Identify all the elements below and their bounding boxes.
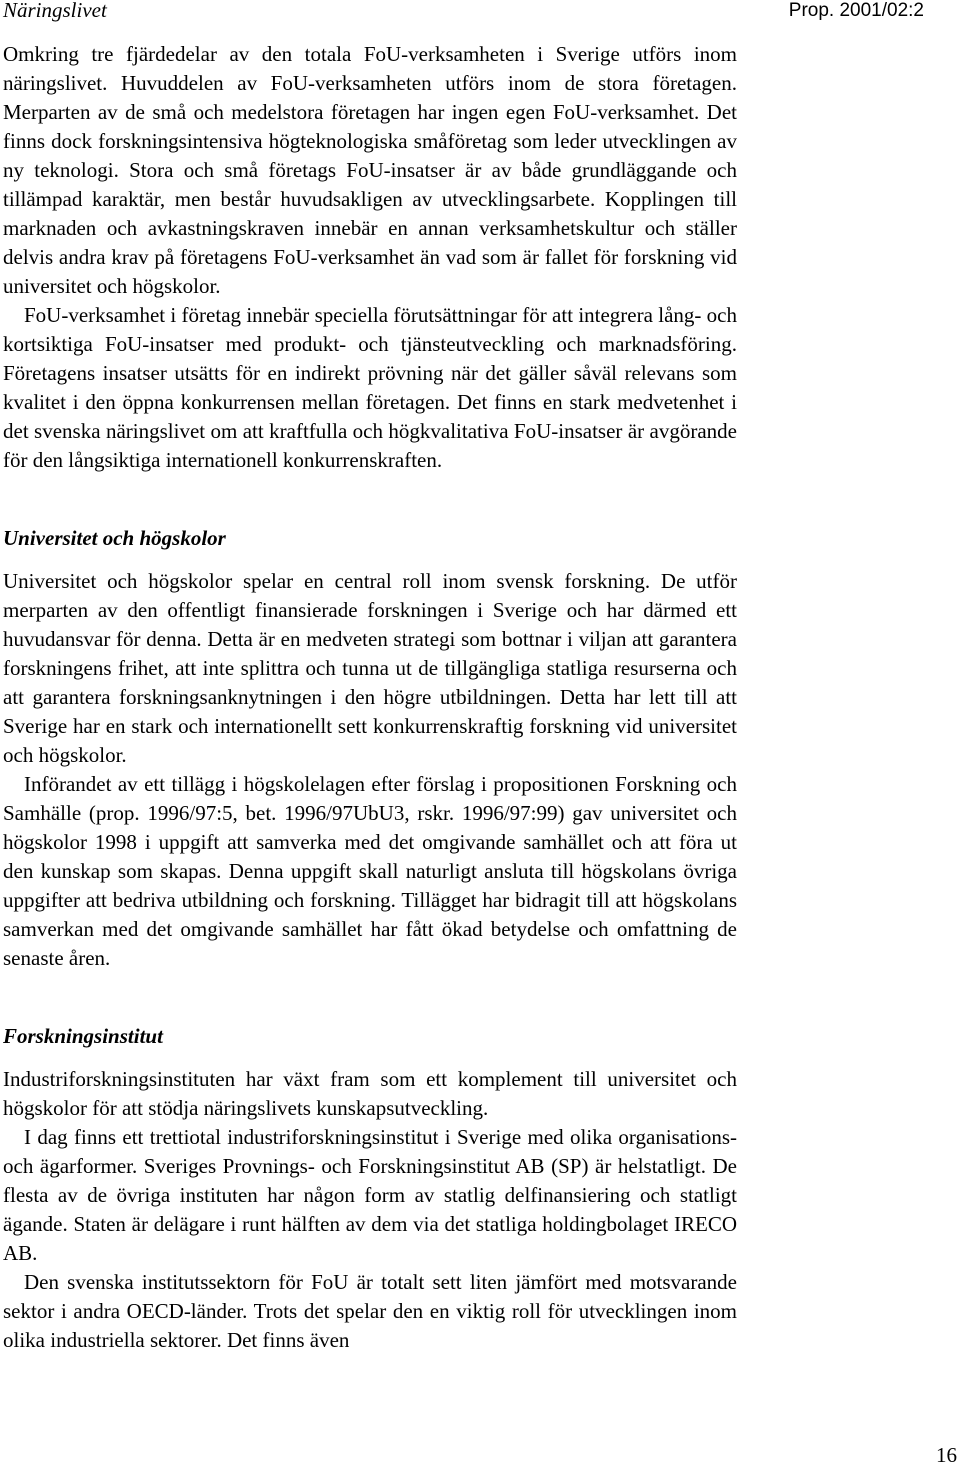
- section-gap: [3, 475, 737, 524]
- page-number: 16: [936, 1443, 957, 1467]
- paragraph: FoU-verksamhet i företag innebär speciella förutsättningar för att integrera lång- och kortsiktiga FoU-insatser med produkt- och tjänsteutveckling och marknadsföring. Företagens insatser utsätts för en indirekt prövning när det gäller såväl relevans som kvalitet i den öppna konkurrensen mellan företagen. Det finns en stark medvetenhet i det svenska näringslivet om att kraftfulla och högkvalitativa FoU-insatser är avgörande för den långsiktiga internationell konkurrenskraften.: [3, 303, 737, 472]
- running-head: Näringslivet: [3, 0, 107, 22]
- paragraph: I dag finns ett trettiotal industriforskningsinstitut i Sverige med olika organisations- och ägarformer. Sveriges Provnings- och Forskningsinstitut AB (SP) är helstatligt. De flesta av de övriga instituten har någon form av statlig delfinansiering och statligt ägande. Staten är delägare i runt hälften av dem via det statliga holdingbolaget IRECO AB.: [3, 1125, 737, 1265]
- heading-gap: [3, 1051, 737, 1065]
- section-heading: Forskningsinstitut: [3, 1024, 163, 1048]
- section-heading: Universitet och högskolor: [3, 526, 226, 550]
- paragraph: Industriforskningsinstituten har växt fram som ett komplement till universitet och högskolor för att stödja näringslivets kunskapsutveckling.: [3, 1067, 737, 1120]
- paragraph: Universitet och högskolor spelar en central roll inom svensk forskning. De utför merparten av den offentligt finansierade forskningen i Sverige och har därmed ett huvudansvar för denna. Detta är en medveten strategi som bottnar i viljan att garantera forskningens frihet, att inte splittra och tunna ut de tillgängliga statliga resurserna och att garantera forskningsanknytningen i den högre utbildningen. Detta har lett till att Sverige har en stark och internationellt sett konkurrenskraftig forskning vid universitet och högskolor.: [3, 569, 737, 767]
- paragraph: Den svenska institutssektorn för FoU är totalt sett liten jämfört med motsvarande sektor i andra OECD-länder. Trots det spelar den en viktig roll för utvecklingen inom olika industriella sektorer. Det finns även: [3, 1270, 737, 1352]
- paragraph: Omkring tre fjärdedelar av den totala FoU-verksamheten i Sverige utförs inom näringslivet. Huvuddelen av FoU-verksamheten utförs inom de stora företagen. Merparten av de små och medelstora företagen har ingen egen FoU-verksamhet. Det finns dock forskningsintensiva högteknologiska småföretag som leder utvecklingen av ny teknologi. Stora och små företags FoU-insatser är av både grundläggande och tillämpad karaktär, men består huvudsakligen av utvecklingsarbete. Kopplingen till marknaden och avkastningskraven innebär en annan verksamhetskultur och ställer delvis andra krav på företagens FoU-verksamhet än vad som är fallet för forskning vid universitet och högskolor.: [3, 42, 737, 298]
- body-column: [3, 40, 737, 1355]
- section-intro: [3, 40, 737, 475]
- section-universitet: [3, 524, 737, 973]
- proposition-reference: Prop. 2001/02:2: [788, 0, 924, 21]
- heading-gap: [3, 553, 737, 567]
- section-gap: [3, 973, 737, 1022]
- paragraph: Införandet av ett tillägg i högskolelagen efter förslag i propositionen Forskning och Samhälle (prop. 1996/97:5, bet. 1996/97UbU3, rskr. 1996/97:99) gav universitet och högskolor 1998 i uppgift att samverka med det omgivande samhället och att föra ut den kunskap som skapas. Denna uppgift skall naturligt ansluta till högskolans övriga uppgifter att bedriva utbildning och forskning. Tillägget har bidragit till att högskolans samverkan med det omgivande samhället har fått ökad betydelse och omfattning de senaste åren.: [3, 772, 737, 970]
- section-forskningsinstitut: [3, 1022, 737, 1355]
